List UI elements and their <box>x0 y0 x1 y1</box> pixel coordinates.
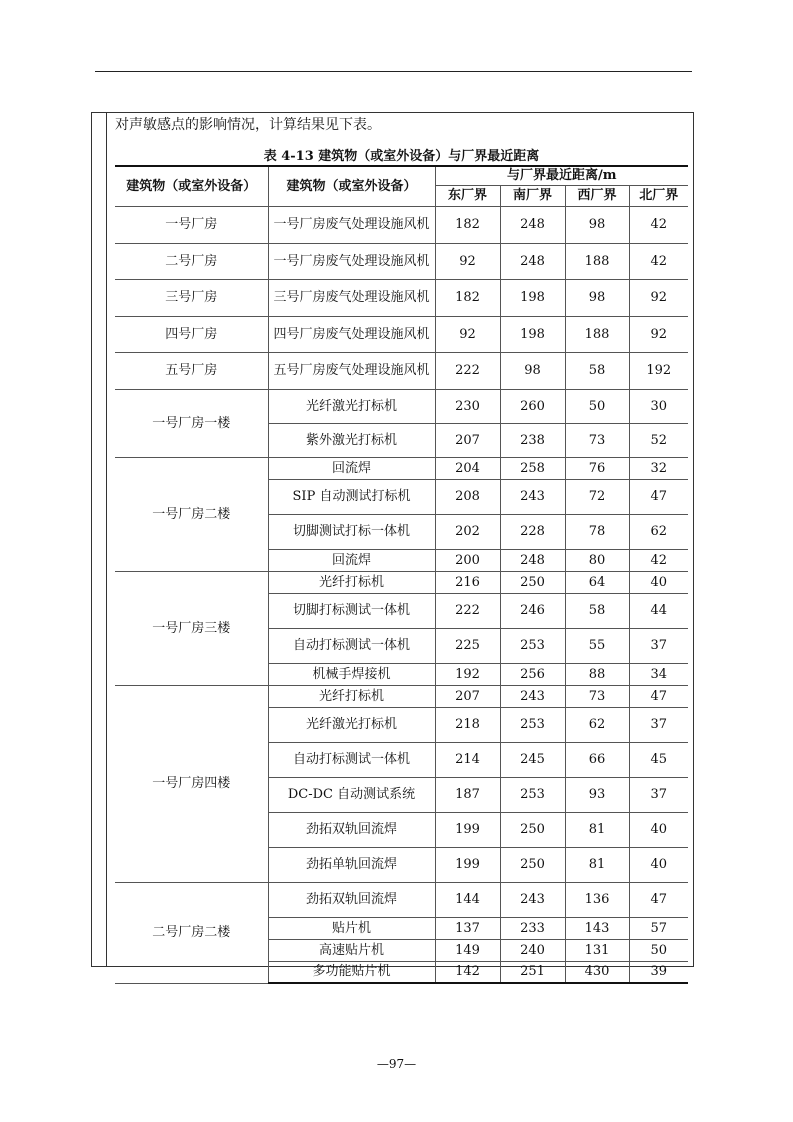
building-cell: 二号厂房二楼 <box>115 882 268 983</box>
distance-north-cell: 192 <box>629 352 688 389</box>
equipment-cell: 机械手焊接机 <box>268 663 435 685</box>
distance-east-cell: 225 <box>435 628 500 663</box>
distance-west-cell: 73 <box>565 423 629 457</box>
distance-south-cell: 240 <box>500 939 565 961</box>
distance-west-cell: 98 <box>565 206 629 243</box>
distance-south-cell: 248 <box>500 549 565 571</box>
distance-east-cell: 182 <box>435 206 500 243</box>
distance-south-cell: 258 <box>500 457 565 479</box>
distance-west-cell: 64 <box>565 571 629 593</box>
building-cell: 一号厂房三楼 <box>115 571 268 685</box>
equipment-cell: 光纤激光打标机 <box>268 707 435 742</box>
distance-west-cell: 73 <box>565 685 629 707</box>
equipment-cell: 贴片机 <box>268 917 435 939</box>
distance-east-cell: 187 <box>435 777 500 812</box>
equipment-cell: 自动打标测试一体机 <box>268 628 435 663</box>
header-equipment: 建筑物（或室外设备） <box>268 166 435 206</box>
building-cell: 一号厂房四楼 <box>115 685 268 882</box>
distance-north-cell: 40 <box>629 847 688 882</box>
equipment-cell: 光纤激光打标机 <box>268 389 435 423</box>
distance-south-cell: 260 <box>500 389 565 423</box>
table-row <box>115 243 688 279</box>
distance-east-cell: 192 <box>435 663 500 685</box>
frame-inner-line <box>106 112 107 967</box>
equipment-cell: 劲拓双轨回流焊 <box>268 882 435 917</box>
distance-west-cell: 58 <box>565 593 629 628</box>
distance-west-cell: 76 <box>565 457 629 479</box>
header-building: 建筑物（或室外设备） <box>115 166 268 206</box>
table-row <box>115 685 688 707</box>
equipment-cell: 多功能贴片机 <box>268 961 435 983</box>
distance-north-cell: 47 <box>629 882 688 917</box>
table-row <box>115 352 688 389</box>
distance-east-cell: 216 <box>435 571 500 593</box>
distance-north-cell: 50 <box>629 939 688 961</box>
distance-north-cell: 40 <box>629 812 688 847</box>
table-row <box>115 571 688 593</box>
distance-north-cell: 44 <box>629 593 688 628</box>
distance-west-cell: 81 <box>565 812 629 847</box>
table-row <box>115 206 688 243</box>
equipment-cell: 高速贴片机 <box>268 939 435 961</box>
distance-north-cell: 37 <box>629 707 688 742</box>
distance-south-cell: 198 <box>500 316 565 352</box>
distance-north-cell: 42 <box>629 206 688 243</box>
distance-west-cell: 78 <box>565 514 629 549</box>
distance-west-cell: 72 <box>565 479 629 514</box>
equipment-cell: 紫外激光打标机 <box>268 423 435 457</box>
distance-east-cell: 207 <box>435 423 500 457</box>
distance-south-cell: 253 <box>500 707 565 742</box>
distance-north-cell: 32 <box>629 457 688 479</box>
distance-south-cell: 246 <box>500 593 565 628</box>
distance-west-cell: 58 <box>565 352 629 389</box>
distance-east-cell: 218 <box>435 707 500 742</box>
distance-south-cell: 238 <box>500 423 565 457</box>
distance-west-cell: 50 <box>565 389 629 423</box>
distance-west-cell: 88 <box>565 663 629 685</box>
distance-south-cell: 253 <box>500 777 565 812</box>
distance-north-cell: 47 <box>629 685 688 707</box>
table-body <box>115 206 688 983</box>
distance-north-cell: 30 <box>629 389 688 423</box>
distance-west-cell: 143 <box>565 917 629 939</box>
distance-west-cell: 55 <box>565 628 629 663</box>
distance-south-cell: 248 <box>500 243 565 279</box>
distance-west-cell: 188 <box>565 243 629 279</box>
equipment-cell: 劲拓单轨回流焊 <box>268 847 435 882</box>
equipment-cell: 切脚打标测试一体机 <box>268 593 435 628</box>
distance-east-cell: 204 <box>435 457 500 479</box>
distance-north-cell: 47 <box>629 479 688 514</box>
distance-east-cell: 199 <box>435 847 500 882</box>
equipment-cell: 一号厂房废气处理设施风机 <box>268 243 435 279</box>
building-cell: 一号厂房 <box>115 206 268 243</box>
distance-north-cell: 42 <box>629 549 688 571</box>
distance-east-cell: 202 <box>435 514 500 549</box>
header-north: 北厂界 <box>629 185 688 206</box>
distance-table <box>115 165 688 984</box>
equipment-cell: 五号厂房废气处理设施风机 <box>268 352 435 389</box>
equipment-cell: 四号厂房废气处理设施风机 <box>268 316 435 352</box>
distance-south-cell: 253 <box>500 628 565 663</box>
table-row <box>115 882 688 917</box>
building-cell: 三号厂房 <box>115 279 268 316</box>
table-row <box>115 279 688 316</box>
distance-east-cell: 142 <box>435 961 500 983</box>
table-row <box>115 389 688 423</box>
distance-west-cell: 131 <box>565 939 629 961</box>
distance-north-cell: 92 <box>629 316 688 352</box>
distance-east-cell: 149 <box>435 939 500 961</box>
equipment-cell: 光纤打标机 <box>268 571 435 593</box>
equipment-cell: 回流焊 <box>268 549 435 571</box>
distance-east-cell: 92 <box>435 243 500 279</box>
distance-west-cell: 80 <box>565 549 629 571</box>
distance-south-cell: 98 <box>500 352 565 389</box>
distance-east-cell: 144 <box>435 882 500 917</box>
header-east: 东厂界 <box>435 185 500 206</box>
equipment-cell: 自动打标测试一体机 <box>268 742 435 777</box>
table-row <box>115 457 688 479</box>
page-number: —97— <box>376 1057 417 1071</box>
intro-text: 对声敏感点的影响情况，计算结果见下表。 <box>115 117 381 133</box>
equipment-cell: DC-DC 自动测试系统 <box>268 777 435 812</box>
distance-north-cell: 62 <box>629 514 688 549</box>
distance-south-cell: 251 <box>500 961 565 983</box>
distance-north-cell: 92 <box>629 279 688 316</box>
distance-west-cell: 136 <box>565 882 629 917</box>
distance-east-cell: 207 <box>435 685 500 707</box>
distance-south-cell: 233 <box>500 917 565 939</box>
distance-north-cell: 42 <box>629 243 688 279</box>
distance-south-cell: 245 <box>500 742 565 777</box>
distance-south-cell: 243 <box>500 685 565 707</box>
distance-south-cell: 256 <box>500 663 565 685</box>
distance-north-cell: 40 <box>629 571 688 593</box>
distance-east-cell: 214 <box>435 742 500 777</box>
distance-east-cell: 182 <box>435 279 500 316</box>
header-south: 南厂界 <box>500 185 565 206</box>
header-rule <box>95 71 692 72</box>
distance-east-cell: 137 <box>435 917 500 939</box>
building-cell: 五号厂房 <box>115 352 268 389</box>
distance-east-cell: 230 <box>435 389 500 423</box>
distance-north-cell: 52 <box>629 423 688 457</box>
distance-east-cell: 199 <box>435 812 500 847</box>
distance-south-cell: 250 <box>500 847 565 882</box>
equipment-cell: 三号厂房废气处理设施风机 <box>268 279 435 316</box>
distance-east-cell: 92 <box>435 316 500 352</box>
distance-south-cell: 228 <box>500 514 565 549</box>
distance-east-cell: 200 <box>435 549 500 571</box>
equipment-cell: SIP 自动测试打标机 <box>268 479 435 514</box>
equipment-cell: 切脚测试打标一体机 <box>268 514 435 549</box>
distance-north-cell: 37 <box>629 777 688 812</box>
distance-south-cell: 250 <box>500 812 565 847</box>
distance-north-cell: 37 <box>629 628 688 663</box>
distance-south-cell: 243 <box>500 479 565 514</box>
building-cell: 四号厂房 <box>115 316 268 352</box>
building-cell: 一号厂房一楼 <box>115 389 268 457</box>
table-caption: 表 4-13 建筑物（或室外设备）与厂界最近距离 <box>263 149 540 164</box>
distance-west-cell: 98 <box>565 279 629 316</box>
distance-east-cell: 208 <box>435 479 500 514</box>
equipment-cell: 劲拓双轨回流焊 <box>268 812 435 847</box>
table-row <box>115 316 688 352</box>
distance-south-cell: 243 <box>500 882 565 917</box>
distance-west-cell: 66 <box>565 742 629 777</box>
distance-west-cell: 188 <box>565 316 629 352</box>
building-cell: 二号厂房 <box>115 243 268 279</box>
distance-south-cell: 248 <box>500 206 565 243</box>
distance-north-cell: 57 <box>629 917 688 939</box>
distance-east-cell: 222 <box>435 593 500 628</box>
header-distance-group: 与厂界最近距离/m <box>435 166 688 185</box>
distance-north-cell: 45 <box>629 742 688 777</box>
equipment-cell: 光纤打标机 <box>268 685 435 707</box>
building-cell: 一号厂房二楼 <box>115 457 268 571</box>
header-west: 西厂界 <box>565 185 629 206</box>
distance-north-cell: 39 <box>629 961 688 983</box>
distance-west-cell: 62 <box>565 707 629 742</box>
distance-east-cell: 222 <box>435 352 500 389</box>
distance-south-cell: 198 <box>500 279 565 316</box>
equipment-cell: 一号厂房废气处理设施风机 <box>268 206 435 243</box>
distance-west-cell: 93 <box>565 777 629 812</box>
equipment-cell: 回流焊 <box>268 457 435 479</box>
distance-north-cell: 34 <box>629 663 688 685</box>
distance-west-cell: 81 <box>565 847 629 882</box>
distance-west-cell: 430 <box>565 961 629 983</box>
distance-south-cell: 250 <box>500 571 565 593</box>
